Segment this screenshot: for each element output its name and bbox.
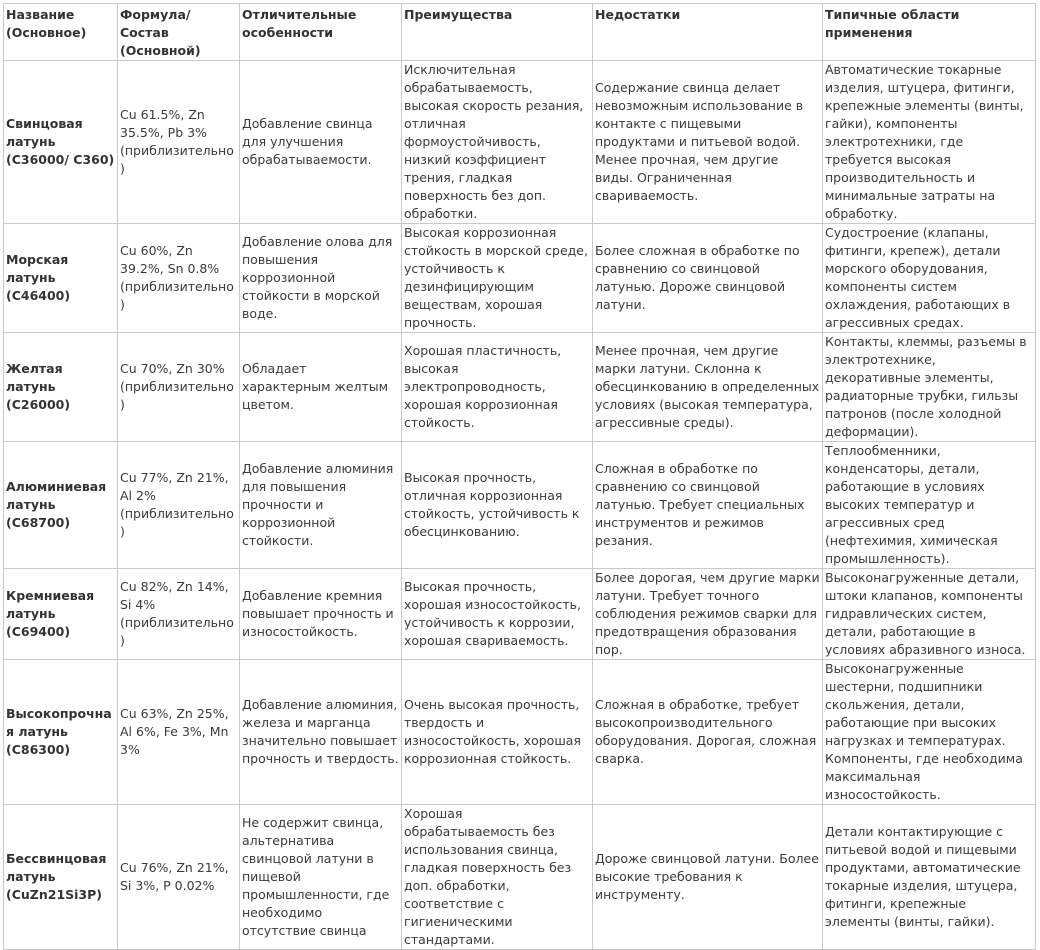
- cell-features: Обладает характерным желтым цветом.: [240, 333, 402, 442]
- cell-disadvantages: Содержание свинца делает невозможным использование в контакте с пищевыми продуктами и питьевой водой. Менее прочная, чем другие виды. Ограниченная свариваемость.: [593, 61, 823, 224]
- cell-disadvantages: Более дорогая, чем другие марки латуни. Требует точного соблюдения режимов сварки для предотвращения образования пор.: [593, 569, 823, 660]
- cell-applications: Контакты, клеммы, разъемы в электротехнике, декоративные элементы, радиаторные трубки, гильзы патронов (после холодной деформации).: [823, 333, 1036, 442]
- cell-name: Высокопрочная латунь (C86300): [4, 660, 118, 805]
- cell-advantages: Высокая прочность, хорошая износостойкость, устойчивость к коррозии, хорошая свариваемость.: [402, 569, 593, 660]
- cell-formula: Cu 70%, Zn 30% (приблизительно): [118, 333, 240, 442]
- table-row: [4, 61, 1036, 224]
- header-disadvantages: Недостатки: [593, 4, 823, 61]
- cell-formula: Cu 63%, Zn 25%, Al 6%, Fe 3%, Mn 3%: [118, 660, 240, 805]
- cell-formula: Cu 77%, Zn 21%, Al 2% (приблизительно): [118, 442, 240, 569]
- cell-advantages: Хорошая пластичность, высокая электропроводность, хорошая коррозионная стойкость.: [402, 333, 593, 442]
- cell-applications: Теплообменники, конденсаторы, детали, работающие в условиях высоких температур и агрессивных сред (нефтехимия, химическая промышленность).: [823, 442, 1036, 569]
- header-features: Отличительные особенности: [240, 4, 402, 61]
- cell-features: Добавление кремния повышает прочность и износостойкость.: [240, 569, 402, 660]
- header-formula: Формула/Состав (Основной): [118, 4, 240, 61]
- header-advantages: Преимущества: [402, 4, 593, 61]
- table-row: [4, 224, 1036, 333]
- cell-disadvantages: Сложная в обработке, требует высокопроизводительного оборудования. Дорогая, сложная сварка.: [593, 660, 823, 805]
- cell-advantages: Очень высокая прочность, твердость и износостойкость, хорошая коррозионная стойкость.: [402, 660, 593, 805]
- table-row: [4, 442, 1036, 569]
- cell-features: Добавление алюминия, железа и марганца значительно повышает прочность и твердость.: [240, 660, 402, 805]
- table-header-row: [4, 4, 1036, 61]
- cell-formula: Cu 61.5%, Zn 35.5%, Pb 3% (приблизительно): [118, 61, 240, 224]
- cell-features: Добавление алюминия для повышения прочности и коррозионной стойкости.: [240, 442, 402, 569]
- cell-formula: Cu 60%, Zn 39.2%, Sn 0.8% (приблизительно): [118, 224, 240, 333]
- table-row: [4, 333, 1036, 442]
- cell-applications: Детали контактирующие с питьевой водой и пищевыми продуктами, автоматические токарные изделия, штуцера, фитинги, крепежные элементы (винты, гайки).: [823, 805, 1036, 950]
- cell-formula: Cu 76%, Zn 21%, Si 3%, P 0.02%: [118, 805, 240, 950]
- cell-applications: Высоконагруженные детали, штоки клапанов, компоненты гидравлических систем, детали, работающие в условиях абразивного износа.: [823, 569, 1036, 660]
- cell-name: Кремниевая латунь (C69400): [4, 569, 118, 660]
- cell-disadvantages: Сложная в обработке по сравнению со свинцовой латунью. Требует специальных инструментов и режимов резания.: [593, 442, 823, 569]
- cell-name: Морская латунь (C46400): [4, 224, 118, 333]
- table-row: [4, 569, 1036, 660]
- table-row: [4, 660, 1036, 805]
- cell-disadvantages: Более сложная в обработке по сравнению со свинцовой латунью. Дороже свинцовой латуни.: [593, 224, 823, 333]
- brass-comparison-table: [3, 3, 1036, 950]
- cell-applications: Высоконагруженные шестерни, подшипники скольжения, детали, работающие при высоких нагрузках и температурах. Компоненты, где необходима максимальная износостойкость.: [823, 660, 1036, 805]
- header-name: Название (Основное): [4, 4, 118, 61]
- cell-disadvantages: Дороже свинцовой латуни. Более высокие требования к инструменту.: [593, 805, 823, 950]
- cell-advantages: Хорошая обрабатываемость без использования свинца, гладкая поверхность без доп. обработки, соответствие с гигиеническими стандартами.: [402, 805, 593, 950]
- cell-name: Свинцовая латунь (C36000/ C360): [4, 61, 118, 224]
- cell-name: Желтая латунь (C26000): [4, 333, 118, 442]
- cell-formula: Cu 82%, Zn 14%, Si 4% (приблизительно): [118, 569, 240, 660]
- header-applications: Типичные области применения: [823, 4, 1036, 61]
- cell-advantages: Высокая коррозионная стойкость в морской среде, устойчивость к дезинфицирующим веществам, хорошая прочность.: [402, 224, 593, 333]
- cell-features: Не содержит свинца, альтернатива свинцовой латуни в пищевой промышленности, где необходимо отсутствие свинца: [240, 805, 402, 950]
- table-row: [4, 805, 1036, 950]
- cell-name: Бессвинцовая латунь (CuZn21Si3P): [4, 805, 118, 950]
- cell-features: Добавление свинца для улучшения обрабатываемости.: [240, 61, 402, 224]
- cell-advantages: Высокая прочность, отличная коррозионная стойкость, устойчивость к обесцинкованию.: [402, 442, 593, 569]
- cell-applications: Судостроение (клапаны, фитинги, крепеж), детали морского оборудования, компоненты систем охлаждения, работающих в агрессивных средах.: [823, 224, 1036, 333]
- cell-disadvantages: Менее прочная, чем другие марки латуни. Склонна к обесцинкованию в определенных условиях (высокая температура, агрессивные среды).: [593, 333, 823, 442]
- cell-advantages: Исключительная обрабатываемость, высокая скорость резания, отличная формоустойчивость, низкий коэффициент трения, гладкая поверхность без доп. обработки.: [402, 61, 593, 224]
- cell-features: Добавление олова для повышения коррозионной стойкости в морской воде.: [240, 224, 402, 333]
- cell-name: Алюминиевая латунь (C68700): [4, 442, 118, 569]
- cell-applications: Автоматические токарные изделия, штуцера, фитинги, крепежные элементы (винты, гайки), компоненты электротехники, где требуется высокая производительность и минимальные затраты на обработку.: [823, 61, 1036, 224]
